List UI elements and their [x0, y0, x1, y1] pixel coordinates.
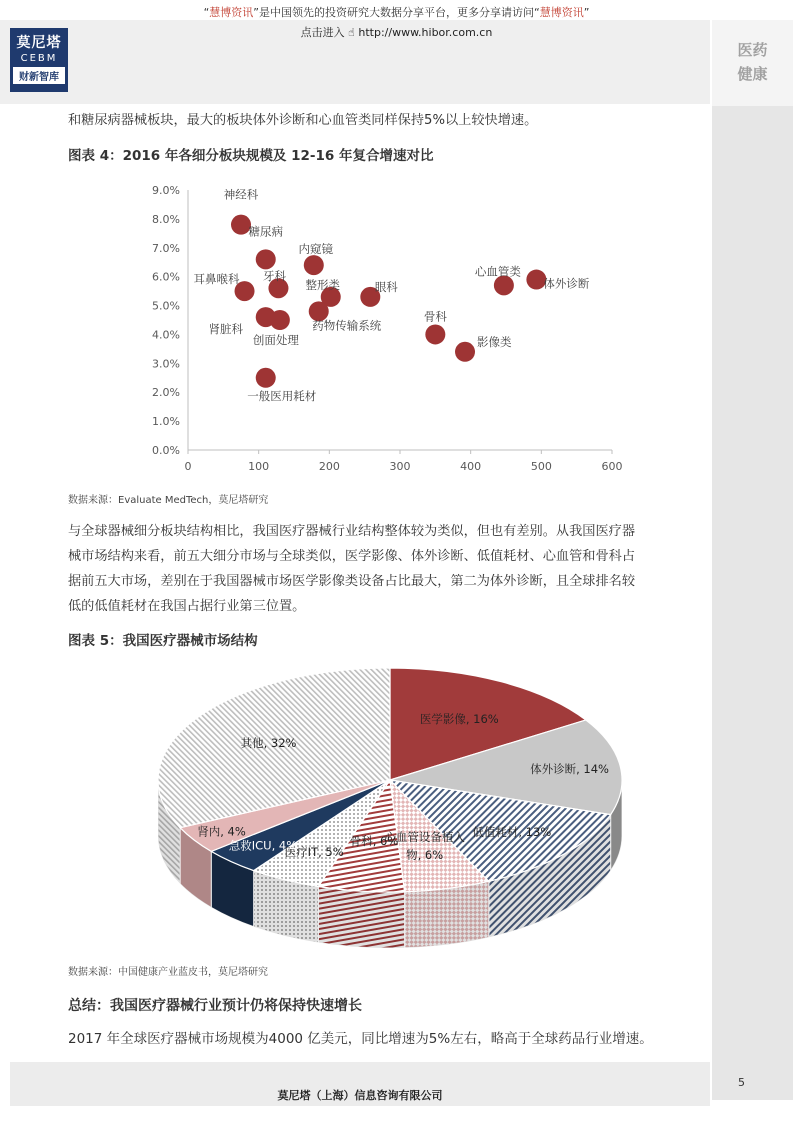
intro-paragraph: 和糖尿病器械板块，最大的板块体外诊断和心血管类同样保持5%以上较快增速。: [68, 113, 538, 128]
pie-label: 物, 6%: [406, 848, 444, 863]
figure5-title: 图表 5：我国医疗器械市场结构: [68, 633, 258, 649]
y-tick-label: 6.0%: [152, 270, 180, 284]
pie-label: 低值耗材, 13%: [472, 824, 552, 839]
x-tick-label: 400: [460, 460, 482, 473]
y-tick-label: 9.0%: [152, 184, 180, 197]
pie-label: 医疗IT, 5%: [284, 844, 344, 859]
y-tick-label: 1.0%: [152, 415, 180, 429]
x-tick-label: 0: [184, 460, 192, 473]
x-tick-label: 300: [389, 460, 411, 473]
y-tick-label: 7.0%: [152, 241, 180, 255]
logo-cn: 莫尼塔: [16, 35, 62, 51]
scatter-point: [270, 310, 290, 330]
pie-chart: [140, 660, 640, 950]
pie-label: 骨科, 6%: [349, 834, 399, 849]
figure5-source: 数据来源：中国健康产业蓝皮书，莫尼塔研究: [68, 967, 268, 978]
point-label: 糖尿病: [248, 224, 283, 239]
page-number: 5: [738, 1076, 745, 1089]
point-label: 药物传输系统: [312, 318, 382, 333]
point-label: 内窥镜: [298, 242, 334, 257]
point-label: 影像类: [477, 334, 512, 349]
promo-link-row[interactable]: [0, 24, 793, 40]
pie-label: 体外诊断, 14%: [530, 762, 609, 777]
promo-text: “慧博资讯”是中国领先的投资研究大数据分享平台，更多分享请访问“慧博资讯”: [203, 6, 590, 19]
summary-paragraph: 2017 年全球医疗器械市场规模为4000 亿美元，同比增速为5%左右，略高于全球药品行业增速。: [68, 1031, 653, 1047]
point-label: 心血管类: [474, 264, 521, 279]
pie-label: 急救ICU, 4%: [228, 838, 298, 853]
point-label: 整形类: [305, 277, 340, 292]
pie-label: 医学影像, 16%: [419, 712, 499, 727]
x-tick-label: 100: [248, 460, 270, 473]
pie-label: 心血管设备植入: [384, 830, 465, 845]
promo-brand-2: 慧博资讯: [539, 6, 584, 19]
scatter-point: [304, 255, 324, 275]
comparison-paragraph: 与全球器械细分板块结构相比，我国医疗器械行业结构整体较为类似，但也有差别。从我国医疗器 械市场结构来看，前五大细分市场与全球类似，医学影像、体外诊断、低值耗材、心血管和骨科占 据前五大市场，差别在于我国器械市场医学影像类设备占比最大，第二为体外诊断，且全球排名较 低的低值耗材在我国占据行业第三位置。: [68, 524, 636, 614]
x-tick-label: 200: [318, 460, 340, 473]
pie-slice-shade: [318, 887, 404, 948]
scatter-point: [425, 324, 445, 344]
pie-label: 肾内, 4%: [197, 824, 246, 839]
promo-url[interactable]: http://www.hibor.com.cn: [358, 26, 493, 39]
company-logo: [10, 28, 68, 92]
scatter-point: [256, 368, 276, 388]
y-tick-label: 2.0%: [152, 386, 180, 400]
promo-brand: 慧博资讯: [209, 6, 254, 19]
x-tick-label: 500: [530, 460, 552, 473]
y-tick-label: 4.0%: [152, 328, 180, 342]
scatter-point: [256, 249, 276, 269]
point-label: 骨科: [423, 309, 447, 324]
y-tick-label: 0.0%: [152, 444, 180, 457]
footer-company: 莫尼塔（上海）信息咨询有限公司: [277, 1089, 443, 1102]
figure4-source: 数据来源：Evaluate MedTech，莫尼塔研究: [68, 495, 269, 506]
point-label: 肾脏科: [208, 322, 243, 337]
point-label: 神经科: [223, 187, 259, 202]
point-label: 创面处理: [252, 333, 299, 347]
promo-link-label[interactable]: 点击进入: [300, 26, 345, 39]
point-label: 眼科: [374, 279, 398, 294]
section-label: 医药 健康: [737, 41, 768, 83]
point-label: 一般医用耗材: [247, 388, 317, 403]
point-label: 耳鼻喉科: [193, 272, 240, 287]
logo-sub: 财新智库: [13, 67, 65, 84]
y-tick-label: 3.0%: [152, 357, 180, 371]
x-tick-label: 600: [601, 460, 623, 473]
figure4-title: 图表 4：2016 年各细分板块规模及 12-16 年复合增速对比: [68, 148, 434, 164]
summary-title: 总结：我国医疗器械行业预计仍将保持快速增长: [68, 998, 362, 1014]
y-tick-label: 8.0%: [152, 212, 180, 226]
logo-en: CEBM: [20, 53, 58, 64]
right-sidebar: [712, 20, 793, 1100]
scatter-point: [455, 342, 475, 362]
y-tick-label: 5.0%: [152, 299, 180, 313]
point-label: 体外诊断: [543, 276, 590, 291]
scatter-chart: [130, 178, 630, 478]
pie-label: 其他, 32%: [240, 735, 297, 750]
cursor-hand-icon: ☝: [348, 26, 355, 39]
point-label: 牙科: [262, 269, 286, 284]
